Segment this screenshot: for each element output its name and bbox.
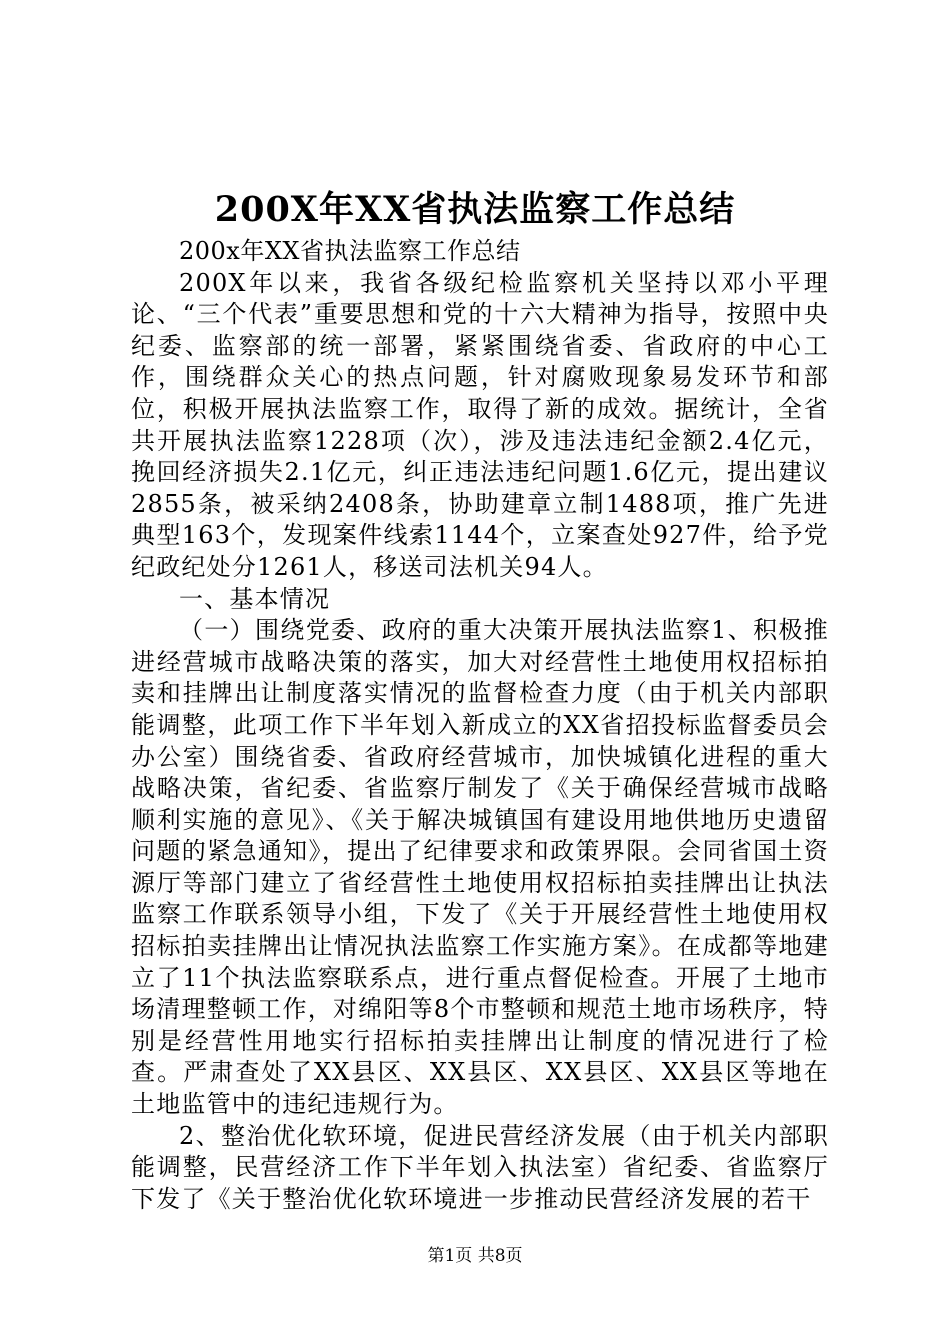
section-heading-basic-situation: 一、基本情况 xyxy=(179,584,331,613)
document-subtitle: 200x年XX省执法监察工作总结 xyxy=(179,237,521,265)
document-body xyxy=(131,236,829,1215)
paragraph-summary: 200X年以来，我省各级纪检监察机关坚持以邓小平理论、“三个代表”重要思想和党的十六大精神为指导，按照中央纪委、监察部的统一部署，紧紧围绕省委、省政府的中心工作，围绕群众关心的热点问题，针对腐败现象易发环节和部位，积极开展执法监察工作，取得了新的成效。据统计，全省共开展执法监察1228项（次），涉及违法违纪金额2.4亿元，挽回经济损失2.1亿元，纠正违法违纪问题1.6亿元，提出建议2855条，被采纳2408条，协助建章立制1488项，推广先进典型163个，发现案件线索1144个，立案查处927件，给予党纪政纪处分1261人，移送司法机关94人。 xyxy=(131,268,829,581)
document-title: 200X年XX省执法监察工作总结 xyxy=(214,189,736,230)
page-number-footer: 第1页 共8页 xyxy=(427,1246,523,1266)
paragraph-land-supervision: （一）围绕党委、政府的重大决策开展执法监察1、积极推进经营城市战略决策的落实，加大对经营性土地使用权招标拍卖和挂牌出让制度落实情况的监督检查力度（由于机关内部职能调整，此项工作下半年划入新成立的XX省招投标监督委员会办公室）围绕省委、省政府经营城市，加快城镇化进程的重大战略决策，省纪委、省监察厅制发了《关于确保经营城市战略顺利实施的意见》、《关于解决城镇国有建设用地供地历史遗留问题的紧急通知》，提出了纪律要求和政策界限。会同省国土资源厅等部门建立了省经营性土地使用权招标拍卖挂牌出让执法监察工作联系领导小组，下发了《关于开展经营性土地使用权招标拍卖挂牌出让情况执法监察工作实施方案》。在成都等地建立了11个执法监察联系点，进行重点督促检查。开展了土地市场清理整顿工作，对绵阳等8个市整顿和规范土地市场秩序，特别是经营性用地实行招标拍卖挂牌出让制度的情况进行了检查。严肃查处了XX县区、XX县区、XX县区、XX县区等地在土地监管中的违纪违规行为。 xyxy=(131,616,829,1119)
paragraph-soft-environment: 2、整治优化软环境，促进民营经济发展（由于机关内部职能调整，民营经济工作下半年划入执法室）省纪委、省监察厅下发了《关于整治优化软环境进一步推动民营经济发展的若干 xyxy=(131,1121,829,1213)
